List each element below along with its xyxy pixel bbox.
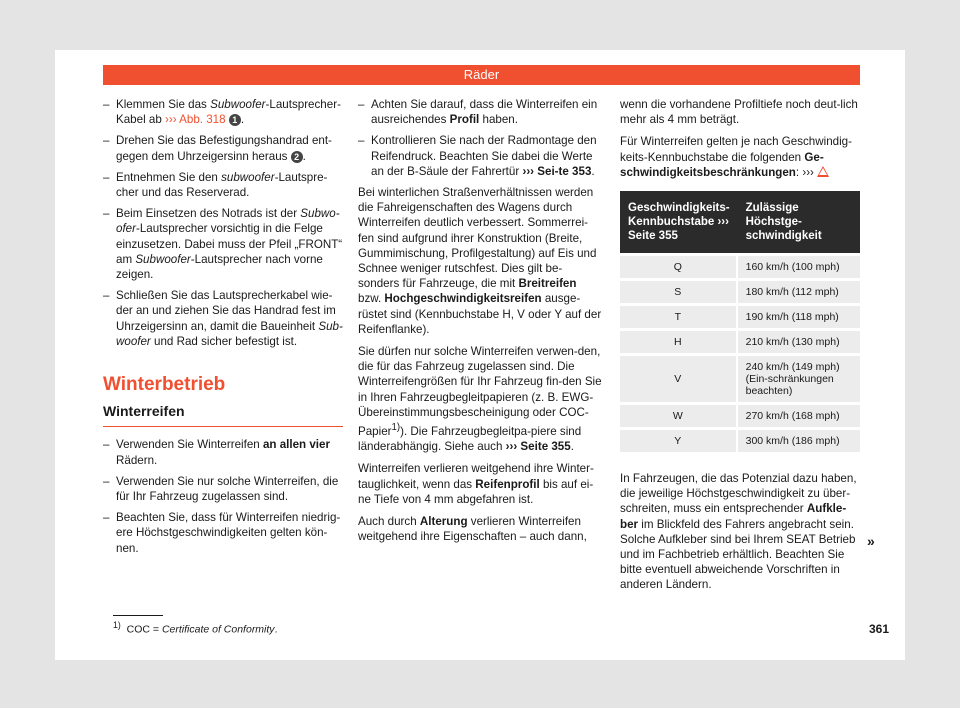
footnote-divider bbox=[113, 615, 163, 616]
table-header: Geschwindigkeits-Kennbuchstabe ››› Seite 355 bbox=[620, 191, 738, 253]
column-middle bbox=[358, 97, 602, 551]
warning-icon[interactable] bbox=[817, 166, 829, 177]
winter-tire-list bbox=[103, 437, 343, 555]
footnote-ref[interactable]: 1) bbox=[391, 422, 401, 434]
section-heading: Winterbetrieb bbox=[103, 374, 226, 396]
list-item: – Verwenden Sie nur solche Winterreifen, die für Ihr Fahrzeug zugelassen sind. bbox=[103, 474, 343, 504]
instruction-list bbox=[103, 97, 343, 349]
callout-badge: 1 bbox=[229, 114, 241, 126]
paragraph: In Fahrzeugen, die das Potenzial dazu haben, die jeweilige Höchstgeschwindigkeit zu über-schreiten, muss ein entsprechender Aufkle-ber im Blickfeld des Fahrers angebracht sein. Solche Aufkleber sind bei Ihrem SEAT Betrieb und im Fachbetrieb erhältlich. Beachten Sie bitte eventuell abweichende Vorschriften in anderen Ländern. bbox=[620, 472, 857, 592]
continue-icon: » bbox=[867, 533, 875, 549]
paragraph: Auch durch Alterung verlieren Winterreifen weitgehend ihre Eigenschaften – auch dann, bbox=[358, 514, 587, 544]
paragraph: Winterreifen verlieren weitgehend ihre Winter-tauglichkeit, wenn das Reifenprofil bis auf ei-ne Tiefe von 4 mm abgefahren ist. bbox=[358, 462, 594, 506]
column-right bbox=[620, 97, 860, 600]
paragraph: Für Winterreifen gelten je nach Geschwindig-keits-Kennbuchstabe die folgenden Ge-schwindigkeitsbeschränkungen: ››› bbox=[620, 135, 852, 179]
table-header: Zulässige Höchstge-schwindigkeit bbox=[738, 191, 860, 253]
list-item: – Verwenden Sie Winterreifen an allen vier Rädern. bbox=[103, 437, 343, 467]
column-left bbox=[103, 97, 343, 562]
list-item: – Drehen Sie das Befestigungshandrad ent-gegen dem Uhrzeigersinn heraus 2 . bbox=[103, 133, 343, 163]
list-item: – Schließen Sie das Lautsprecherkabel wie-der an und ziehen Sie das Handrad fest im Uhrzeigersinn an, damit die Baueinheit Sub-woofer und Rad sicher befestigt ist. bbox=[103, 288, 343, 349]
page-number: 361 bbox=[868, 622, 889, 636]
list-item: – Achten Sie darauf, dass die Winterreifen ein ausreichendes Profil haben. bbox=[358, 97, 602, 127]
list-item: – Entnehmen Sie den subwoofer-Lautspre-cher und das Reserverad. bbox=[103, 170, 343, 200]
list-item: – Kontrollieren Sie nach der Radmontage den Reifendruck. Beachten Sie dabei die Werte an der B-Säule der Fahrertür ››› Sei-te 353. bbox=[358, 133, 602, 179]
section-header: Räder bbox=[103, 65, 860, 85]
paragraph: Bei winterlichen Straßenverhältnissen werden die Fahreigenschaften des Wagens durch Winterreifen deutlich verbessert. Sommerrei-fen sind aufgrund ihrer Konstruktion (Breite, Gummimischung, Profilgestaltung) auf Eis und Schnee weniger rutschfest. Dies gilt be-sonders für Fahrzeuge, die mit Breitreifen bzw. Hochgeschwindigkeitsreifen ausge-rüstet sind (Kennbuchstabe H, V oder Y auf der Reifenflanke). bbox=[358, 186, 602, 336]
table-row: W 270 km/h (168 mph) bbox=[620, 405, 860, 427]
list-item: – Klemmen Sie das Subwoofer-Lautsprecher-Kabel ab ››› Abb. 318 1 . bbox=[103, 97, 343, 127]
callout-badge: 2 bbox=[291, 151, 303, 163]
table-row: Q 160 km/h (100 mph) bbox=[620, 256, 860, 278]
subsection-heading: Winterreifen bbox=[103, 404, 343, 427]
list-item: – Beachten Sie, dass für Winterreifen niedrig-ere Höchstgeschwindigkeiten gelten kön-nen. bbox=[103, 510, 343, 556]
table-row: Y 300 km/h (186 mph) bbox=[620, 430, 860, 452]
page-link[interactable]: ››› Seite 355 bbox=[505, 440, 571, 454]
list-item: – Beim Einsetzen des Notrads ist der Subwo-ofer-Lautsprecher vorsichtig in die Felge einzusetzen. Dabei muss der Pfeil „FRONT“ am Subwoofer-Lautsprecher nach vorne zeigen. bbox=[103, 206, 343, 282]
table-row: V 240 km/h (149 mph) (Ein-schränkungen beachten) bbox=[620, 356, 860, 402]
figure-link[interactable]: ››› Abb. 318 bbox=[165, 113, 226, 127]
manual-page bbox=[55, 50, 905, 660]
table-row: T 190 km/h (118 mph) bbox=[620, 306, 860, 328]
table-row: S 180 km/h (112 mph) bbox=[620, 281, 860, 303]
footnote: $^{1)}$ COC = Certificate of Conformity. bbox=[113, 620, 278, 636]
paragraph: Sie dürfen nur solche Winterreifen verwen-den, die für das Fahrzeug zugelassen sind. Die Winterreifengrößen für Ihr Fahrzeug fin-den Sie in Ihren Fahrzeugbegleitpapieren (z. B. EWG-Übereinstimmungsbescheinigung oder COC-Papier$^{1)}$). Die Fahrzeugbegleitpa-piere sind länderabhängig. Siehe auch ››› Seite 355. bbox=[358, 345, 602, 454]
table-row: H 210 km/h (130 mph) bbox=[620, 331, 860, 353]
speed-rating-table bbox=[620, 188, 860, 455]
page-link[interactable]: ››› Sei-te 353 bbox=[522, 164, 592, 178]
check-list bbox=[358, 97, 602, 179]
paragraph: wenn die vorhandene Profiltiefe noch deut-lich mehr als 4 mm beträgt. bbox=[620, 98, 858, 127]
